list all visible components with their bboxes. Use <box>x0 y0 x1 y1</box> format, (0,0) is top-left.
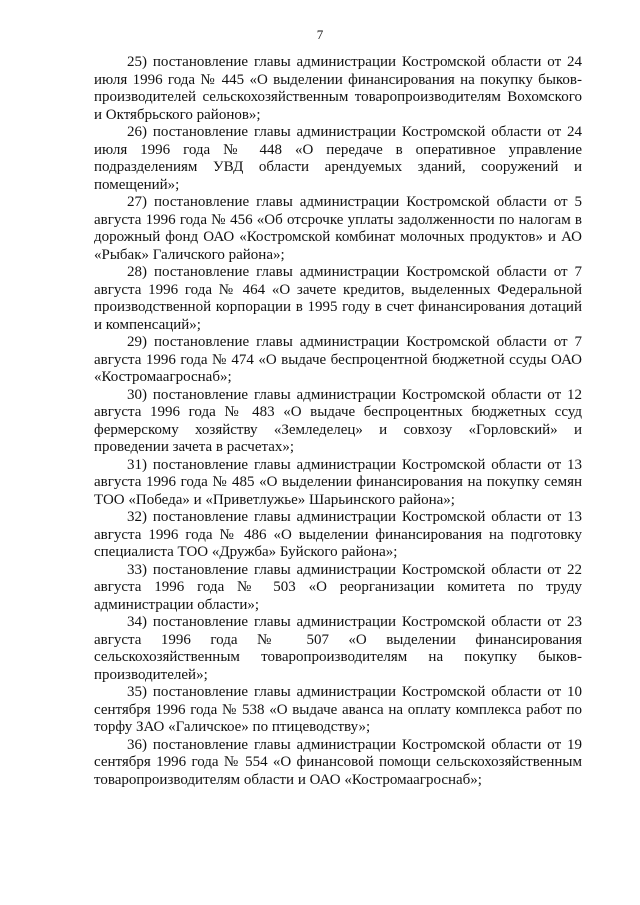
list-item: 30) постановление главы администрации Костромской области от 12 августа 1996 года № 483 «О выдаче беспроцентных бюджетных ссуд фермерскому хозяйству «Земледелец» и совхозу «Горловский» и проведении зачета в расчетах»; <box>94 386 582 455</box>
list-item: 25) постановление главы администрации Костромской области от 24 июля 1996 года № 445 «О выделении финансирования на покупку быков-производителей сельскохозяйственным товаропроизводителям Вохомского и Октябрьского районов»; <box>94 54 582 123</box>
list-item: 33) постановление главы администрации Костромской области от 22 августа 1996 года № 503 «О реорганизации комитета по труду администрации области»; <box>94 561 582 613</box>
list-item: 35) постановление главы администрации Костромской области от 10 сентября 1996 года № 538 «О выдаче аванса на оплату комплекса работ по торфу ЗАО «Галичское» по птицеводству»; <box>94 684 582 735</box>
list-item: 28) постановление главы администрации Костромской области от 7 августа 1996 года № 464 «О зачете кредитов, выделенных Федеральной производственной корпорации в 1995 году в счет финансирования дотаций и компенсаций»; <box>94 264 582 333</box>
document-body <box>94 54 582 789</box>
page-number: 7 <box>316 27 324 42</box>
list-item: 27) постановление главы администрации Костромской области от 5 августа 1996 года № 456 «Об отсрочке уплаты задолженности по налогам в дорожный фонд ОАО «Костромской комбинат молочных продуктов» и АО «Рыбак» Галичского района»; <box>94 194 582 263</box>
list-item: 32) постановление главы администрации Костромской области от 13 августа 1996 года № 486 «О выделении финансирования на подготовку специалиста ТОО «Дружба» Буйского района»; <box>94 509 582 560</box>
list-item: 26) постановление главы администрации Костромской области от 24 июля 1996 года № 448 «О передаче в оперативное управление подразделениям УВД области арендуемых зданий, сооружений и помещений»; <box>94 124 582 193</box>
list-item: 31) постановление главы администрации Костромской области от 13 августа 1996 года № 485 «О выделении финансирования на покупку семян ТОО «Победа» и «Приветлужье» Шарьинского района»; <box>94 456 582 508</box>
list-item: 29) постановление главы администрации Костромской области от 7 августа 1996 года № 474 «О выдаче беспроцентной бюджетной ссуды ОАО «Костромаагроснаб»; <box>94 334 582 385</box>
list-item: 34) постановление главы администрации Костромской области от 23 августа 1996 года № 507 «О выделении финансирования сельскохозяйственным товаропроизводителям на покупку быков-производителей»; <box>94 614 582 683</box>
list-item: 36) постановление главы администрации Костромской области от 19 сентября 1996 года № 554 «О финансовой помощи сельскохозяйственным товаропроизводителям области и ОАО «Костромаагроснаб»; <box>94 736 582 788</box>
